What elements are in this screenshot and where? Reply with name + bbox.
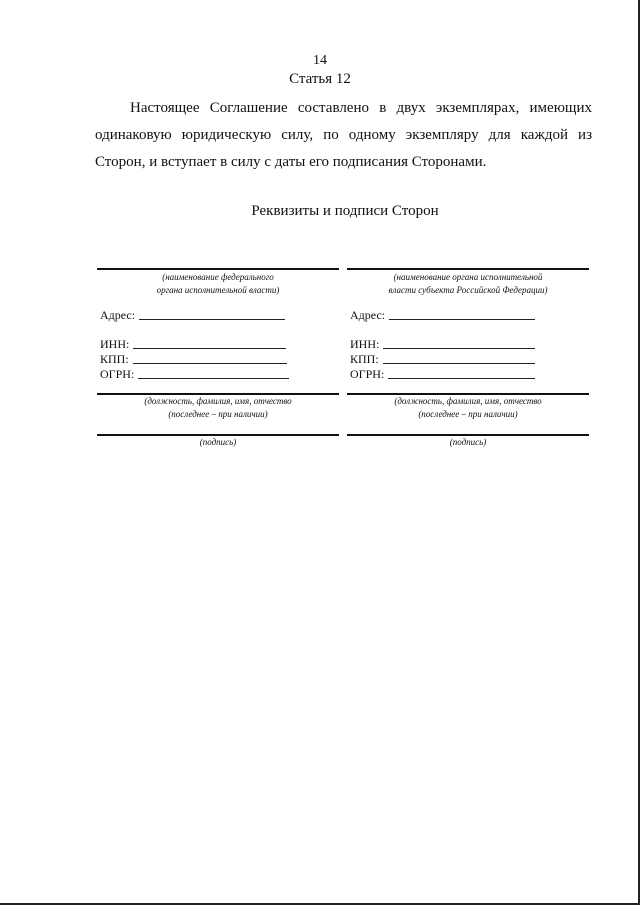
- address-label: Адрес:: [100, 308, 136, 322]
- ogrn-blank[interactable]: [388, 378, 535, 379]
- address-field[interactable]: [350, 309, 535, 323]
- ogrn-label: ОГРН:: [100, 367, 135, 381]
- address-blank[interactable]: [139, 319, 285, 320]
- inn-blank[interactable]: [133, 348, 286, 349]
- position-caption: (должность, фамилия, имя, отчество (последнее – при наличии): [144, 396, 292, 419]
- party-left-block: [97, 268, 339, 447]
- inn-label: ИНН:: [350, 337, 380, 351]
- kpp-field[interactable]: [100, 353, 287, 367]
- signature-caption: (подпись): [449, 437, 487, 447]
- agreement-paragraph: Настоящее Соглашение составлено в двух экземплярах, имеющих одинаковую юридическую силу, по одному экземпляру для каждой из Сторон, и вступает в силу с даты его подписания Сторонами.: [95, 100, 592, 170]
- address-blank[interactable]: [389, 319, 535, 320]
- inn-label: ИНН:: [100, 337, 130, 351]
- page-number: 14: [313, 53, 327, 68]
- section-heading: Реквизиты и подписи Сторон: [251, 203, 439, 219]
- kpp-blank[interactable]: [133, 363, 287, 364]
- ogrn-label: ОГРН:: [350, 367, 385, 381]
- party-right-block: [347, 268, 589, 447]
- inn-blank[interactable]: [383, 348, 535, 349]
- org-name-line: [97, 268, 339, 270]
- kpp-blank[interactable]: [383, 363, 535, 364]
- inn-field[interactable]: [100, 338, 286, 352]
- position-caption: (должность, фамилия, имя, отчество (последнее – при наличии): [394, 396, 542, 419]
- signature-caption: (подпись): [199, 437, 237, 447]
- org-name-caption: (наименование федерального органа исполнительной власти): [156, 272, 280, 295]
- ogrn-blank[interactable]: [138, 378, 289, 379]
- ogrn-field[interactable]: [350, 368, 535, 382]
- org-name-caption: (наименование органа исполнительной власти субъекта Российской Федерации): [388, 272, 548, 295]
- ogrn-field[interactable]: [100, 368, 289, 382]
- kpp-label: КПП:: [100, 352, 129, 366]
- kpp-label: КПП:: [350, 352, 379, 366]
- article-title: Статья 12: [289, 71, 351, 87]
- inn-field[interactable]: [350, 338, 535, 352]
- address-field[interactable]: [100, 309, 285, 323]
- org-name-line: [347, 268, 589, 270]
- kpp-field[interactable]: [350, 353, 535, 367]
- address-label: Адрес:: [350, 308, 386, 322]
